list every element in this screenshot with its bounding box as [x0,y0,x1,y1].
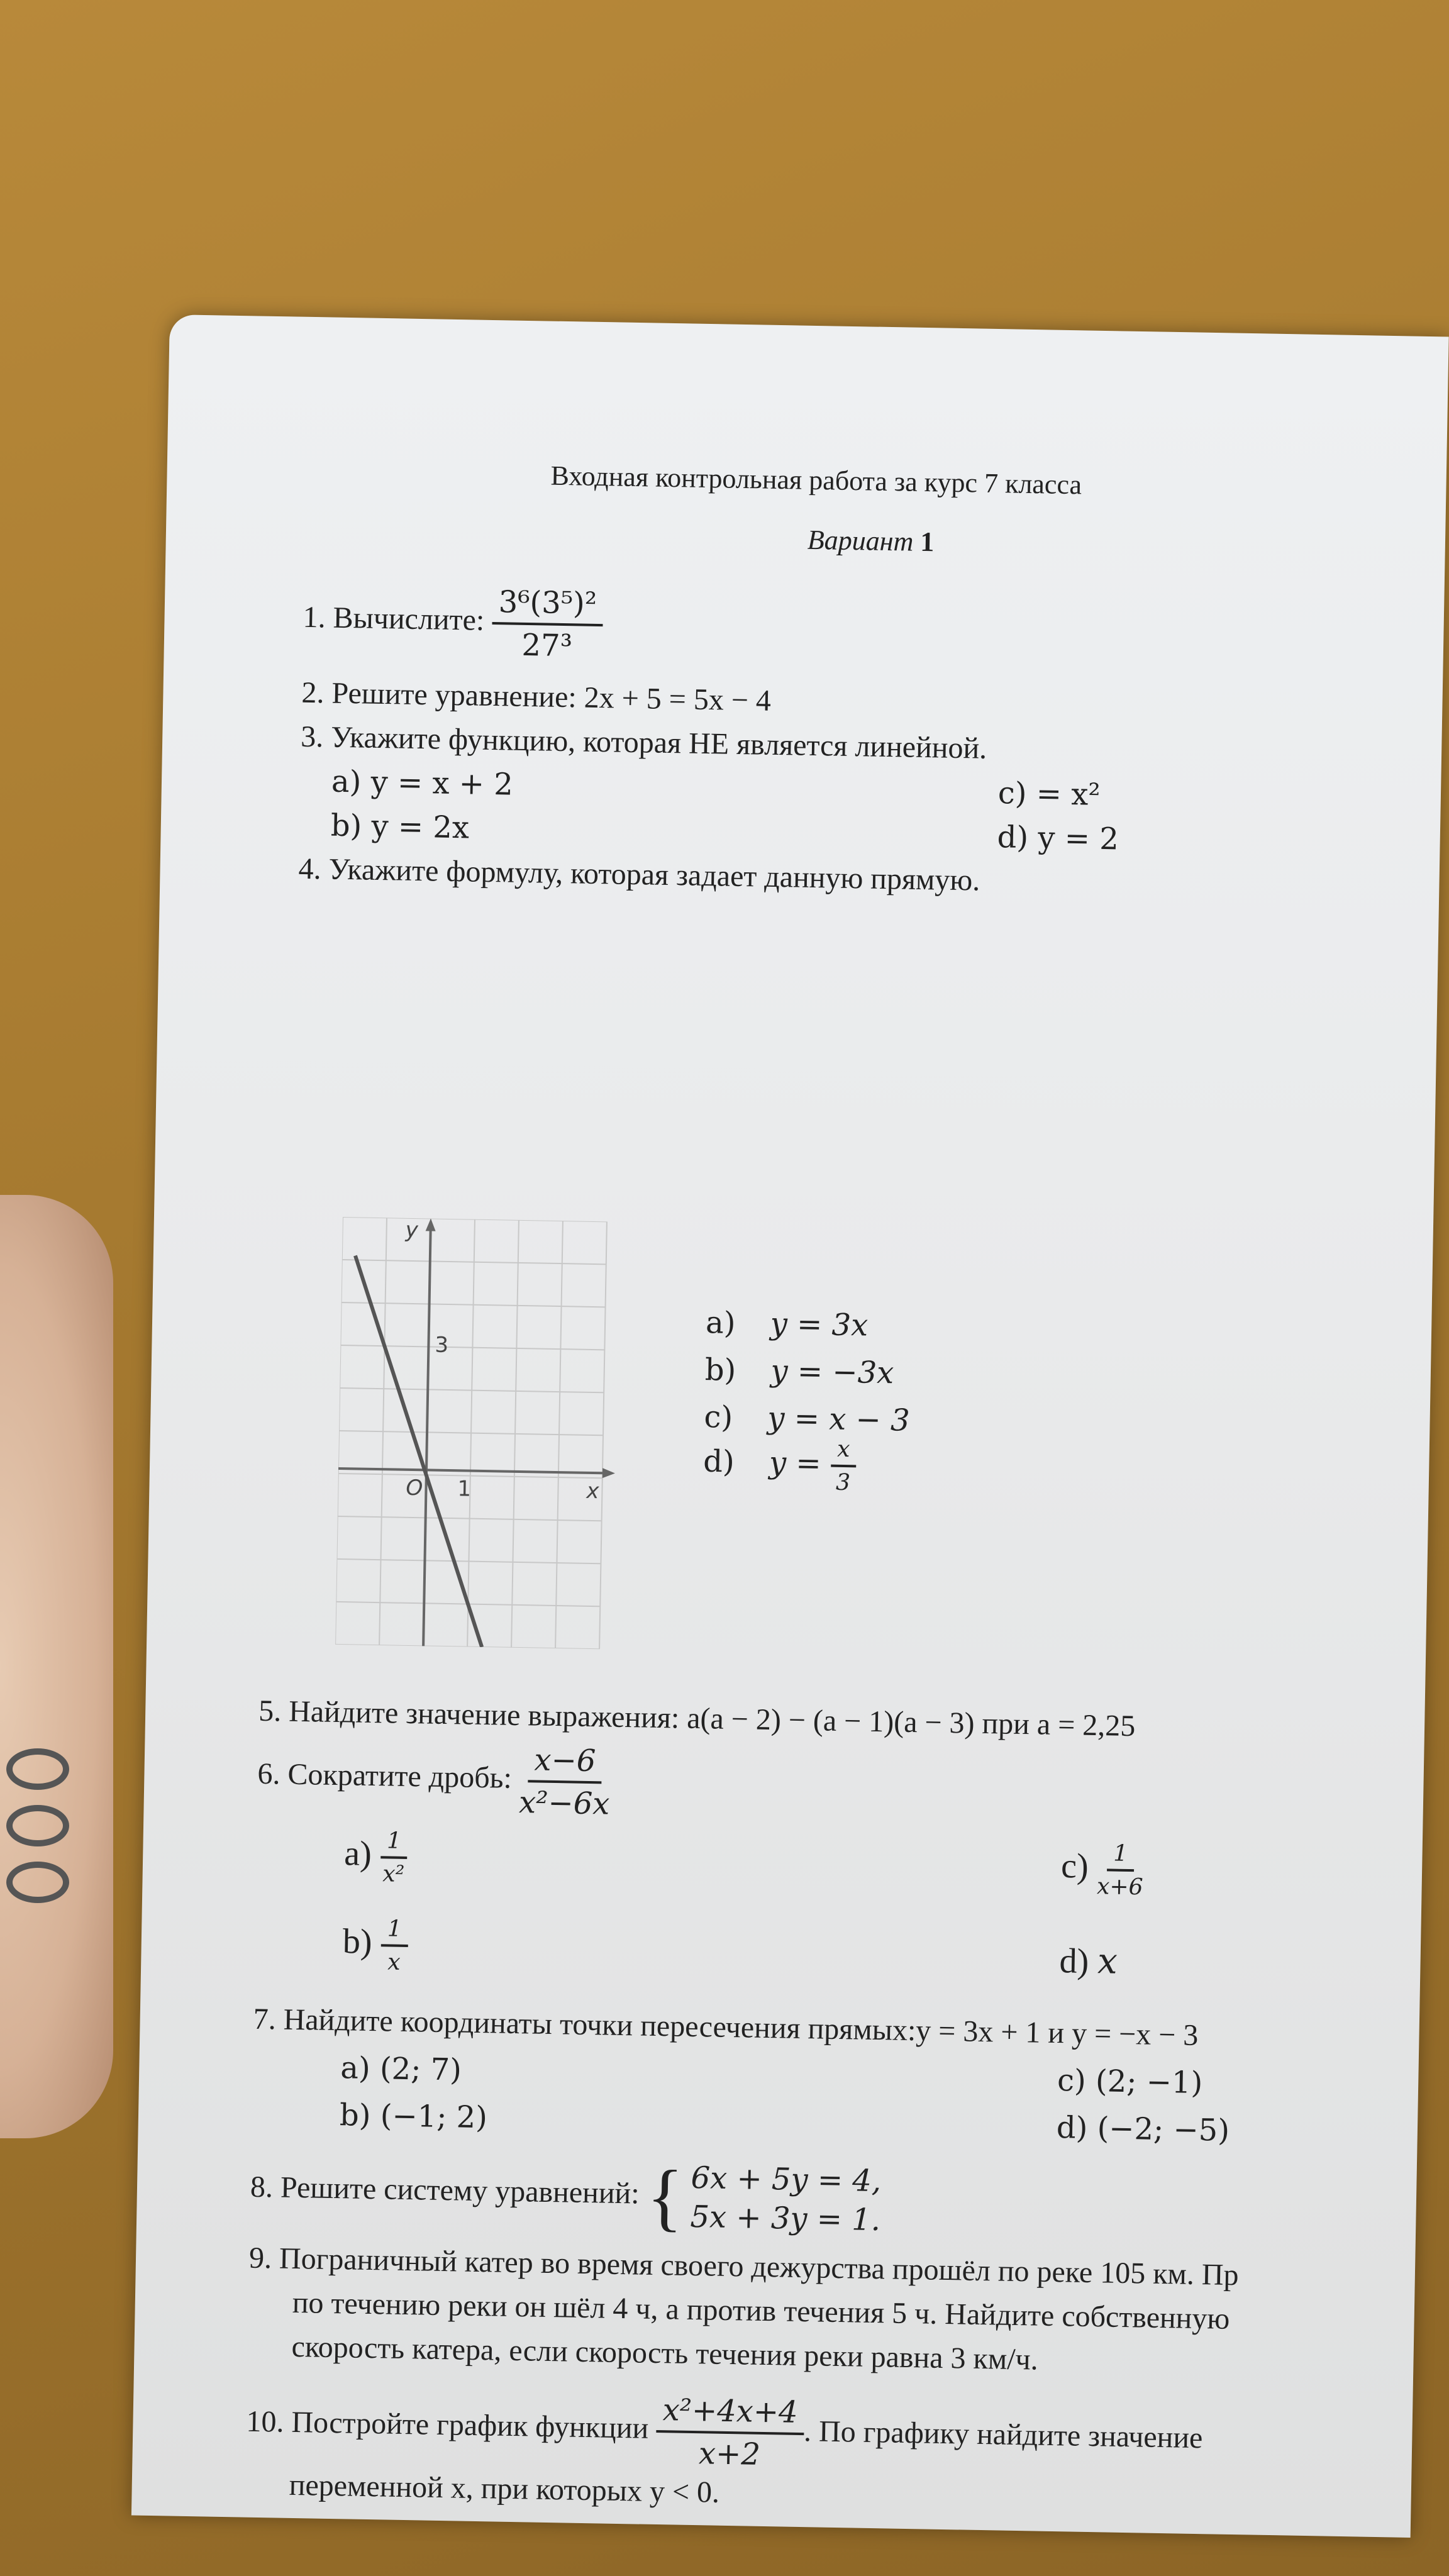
question-10 [245,2385,1203,2480]
test-paper [131,314,1449,2538]
option-d [702,1434,856,1496]
fraction [1097,1840,1144,1900]
option-formula: y = −3x [770,1353,894,1391]
y-axis-label: y [405,1217,419,1243]
option-a: a) y = x + 2 [331,763,514,802]
question-text-after: . По графику найдите значение [803,2414,1203,2455]
option-d: d) (−2; −5) [1056,2110,1230,2148]
option-formula-lhs: y = [769,1445,822,1481]
fraction-numerator: x [831,1436,857,1468]
question-number: 9. [248,2241,272,2275]
origin-label: O [406,1475,423,1501]
option-a [343,1827,408,1887]
option-label: a) [343,1834,372,1874]
question-number: 7. [253,2002,277,2036]
graph-line [348,1256,489,1647]
option-b [704,1352,894,1391]
graph-grid [335,1217,607,1649]
fraction [655,2392,804,2473]
question-text: Вычислите: [333,601,485,637]
question-number: 5. [258,1694,282,1728]
fraction-denominator: x [387,1949,401,1975]
question-text: Найдите координаты точки пересечения прямых:y = 3x + 1 и y = −x − 3 [283,2002,1199,2052]
option-label: c) [704,1399,733,1435]
line-graph [335,1217,619,1650]
variant-label [807,524,934,558]
option-c: c) = x² [997,775,1101,813]
y-tick-label: 3 [435,1332,449,1358]
option-label: d) [702,1443,735,1480]
question-9 [249,2241,1239,2292]
ring [6,1748,69,1790]
option-c [1060,1840,1144,1900]
fraction [830,1436,857,1496]
fraction-numerator: x−6 [528,1742,602,1784]
fraction-denominator: x² [382,1861,405,1887]
question-5 [258,1694,1136,1743]
option-b: b) y = 2x [330,808,470,846]
option-formula: y = 3x [770,1306,869,1343]
question-9-line-2: по течению реки он шёл 4 ч, а против течения 5 ч. Найдите собственную [292,2285,1230,2336]
variant-number: 1 [919,526,935,558]
y-axis [423,1231,431,1646]
question-text: Сократите дробь: [287,1757,513,1795]
question-text: Укажите функцию, которая НЕ является линейной. [330,720,987,765]
option-c [704,1399,910,1438]
fraction-numerator: x²+4x+4 [656,2392,804,2435]
option-a [706,1305,869,1343]
fraction-denominator: x+6 [1096,1874,1143,1901]
option-formula: x [1097,1941,1118,1982]
question-number: 2. [301,675,325,710]
option-d: d) y = 2 [997,819,1119,857]
fraction-numerator: 3⁶(3⁵)² [492,584,603,626]
variant-word: Вариант [807,524,914,557]
option-formula: y = x − 3 [767,1400,911,1438]
question-9-line-3: скорость катера, если скорость течения реки равна 3 км/ч. [291,2329,1039,2377]
question-text: Постройте график функции [291,2405,649,2445]
option-label: a) [705,1305,736,1341]
option-label: d) [1058,1941,1089,1981]
fraction-numerator: 1 [1107,1840,1135,1872]
equation-system [690,2158,882,2240]
question-number: 6. [257,1757,280,1791]
question-number: 1. [303,600,326,635]
question-text: Укажите формулу, которая задает данную прямую. [328,852,980,897]
page-title: Входная контрольная работа за курс 7 класса [550,460,1082,501]
fraction [491,584,603,664]
question-text-line-1: Пограничный катер во время своего дежурства прошёл по реке 105 км. Пр [279,2241,1240,2292]
x-tick-label: 1 [457,1476,472,1502]
hand-holding-paper [0,1195,113,2138]
equation-1: 6x + 5y = 4, [691,2160,882,2199]
option-b: b) (−1; 2) [339,2097,488,2136]
fraction-denominator: 27³ [521,627,573,664]
question-number: 3. [300,719,324,754]
question-text: Решите уравнение: 2x + 5 = 5x − 4 [331,676,772,718]
x-axis-label: x [586,1478,599,1504]
question-number: 8. [250,2170,274,2204]
fraction [519,1742,611,1821]
x-axis-arrow [602,1468,615,1478]
fraction-numerator: 1 [380,1828,408,1859]
ring [6,1862,69,1903]
equation-2: 5x + 3y = 1. [690,2199,881,2238]
option-c: c) (2; −1) [1057,2063,1203,2101]
ring [6,1805,69,1846]
option-label: b) [342,1922,373,1962]
question-2 [301,675,771,718]
question-1 [302,581,603,664]
question-6 [257,1738,611,1822]
question-text: Найдите значение выражения: a(a − 2) − (a − 1)(a − 3) при a = 2,25 [288,1694,1136,1743]
option-label: b) [704,1352,736,1388]
option-b [342,1915,408,1975]
question-number: 4. [298,852,322,886]
fraction-denominator: 3 [835,1469,851,1496]
y-axis-arrow [426,1218,436,1231]
fraction-numerator: 1 [380,1916,408,1947]
question-3 [301,719,987,766]
question-8 [250,2146,882,2244]
question-10-line-2: переменной x, при которых y < 0. [289,2468,720,2509]
fraction [380,1828,408,1887]
option-a: a) (2; 7) [340,2050,462,2088]
question-text: Решите систему уравнений: [280,2170,640,2211]
fraction [380,1916,409,1975]
system-brace: { [646,2154,684,2239]
option-label: c) [1060,1846,1089,1886]
option-d [1059,1940,1118,1982]
fraction-denominator: x²−6x [518,1785,610,1822]
question-4 [298,852,980,898]
question-number: 10. [246,2404,285,2439]
question-7 [253,2002,1199,2053]
fraction-denominator: x+2 [698,2436,761,2472]
